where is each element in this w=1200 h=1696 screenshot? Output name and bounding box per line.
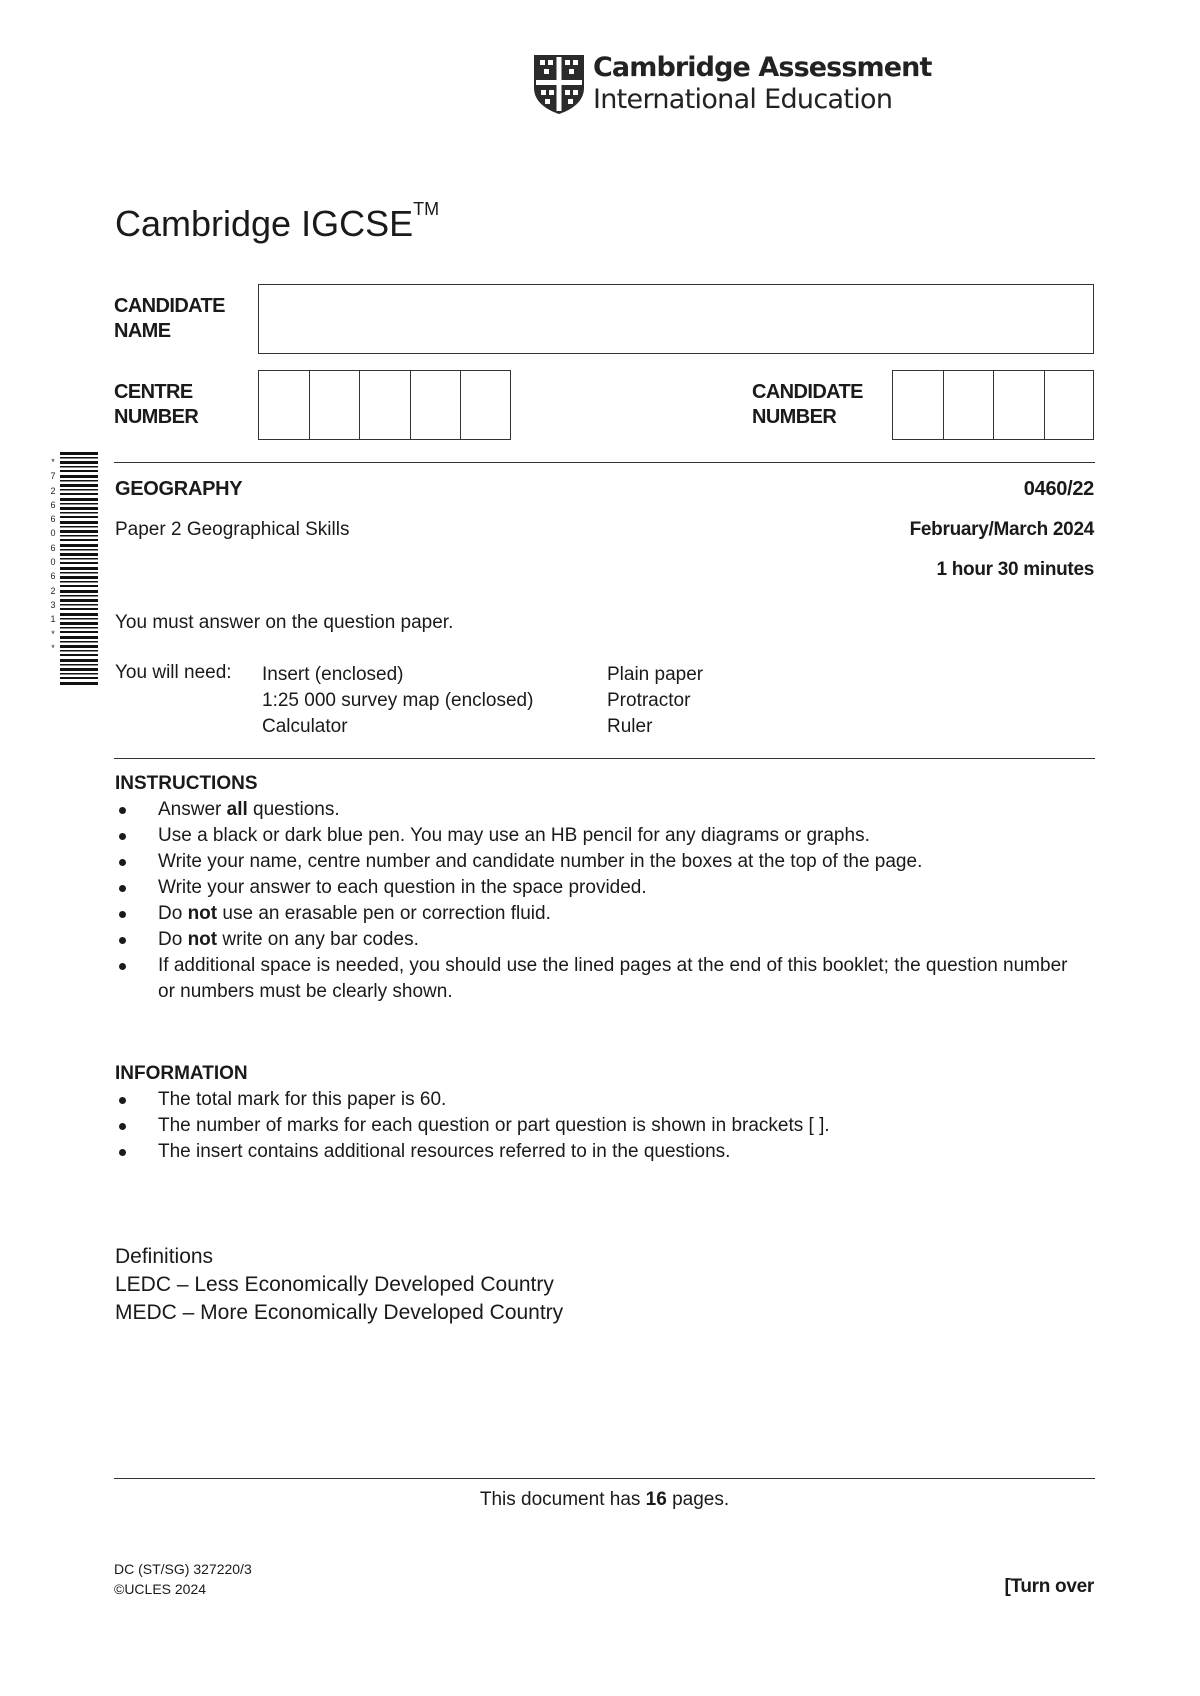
paper-code: 0460/22 xyxy=(1023,478,1094,500)
barcode-digit: 6 xyxy=(50,542,56,553)
centre-number-cell[interactable] xyxy=(461,371,510,439)
instruction-text: Write your answer to each question in the space provided. xyxy=(158,877,647,898)
divider xyxy=(114,1478,1095,1479)
need-item: Ruler xyxy=(607,716,653,737)
instruction-bold: all xyxy=(226,799,248,820)
barcode-digit: 1 xyxy=(50,614,56,625)
cambridge-logo xyxy=(531,50,932,118)
barcode-digit: 6 xyxy=(50,499,56,510)
instruction-item xyxy=(115,797,1075,823)
page-count-text: pages. xyxy=(666,1489,730,1510)
barcode-digit: 7 xyxy=(50,471,56,482)
candidate-name-label xyxy=(114,294,225,344)
need-label: You will need: xyxy=(115,662,232,683)
copyright: ©UCLES 2024 xyxy=(114,1581,207,1597)
exam-duration: 1 hour 30 minutes xyxy=(936,559,1094,580)
subject-name: GEOGRAPHY xyxy=(115,478,243,500)
label-line: NUMBER xyxy=(752,406,837,428)
candidate-name-box[interactable] xyxy=(258,284,1094,354)
definitions xyxy=(115,1243,563,1327)
instruction-text: Do xyxy=(158,903,188,924)
label-line: CANDIDATE xyxy=(114,295,225,317)
need-item: 1:25 000 survey map (enclosed) xyxy=(262,690,534,711)
logo-text-line2: International Education xyxy=(593,84,893,115)
candidate-number-box xyxy=(892,370,1094,440)
instruction-bold: not xyxy=(187,929,218,950)
document-code: DC (ST/SG) 327220/3 xyxy=(114,1561,252,1577)
need-list-col1 xyxy=(262,662,533,740)
instruction-text: Answer xyxy=(158,799,227,820)
barcode-digit: 2 xyxy=(50,585,56,596)
instructions-heading: INSTRUCTIONS xyxy=(115,773,258,794)
title-text: Cambridge IGCSE xyxy=(115,203,414,244)
centre-number-cell[interactable] xyxy=(411,371,462,439)
answer-note: You must answer on the question paper. xyxy=(115,612,454,633)
barcode-digit: 2 xyxy=(50,485,56,496)
document-reference xyxy=(114,1559,252,1599)
need-item: Calculator xyxy=(262,716,348,737)
logo-text-line1: Cambridge Assessment xyxy=(593,52,932,83)
centre-number-cell[interactable] xyxy=(259,371,310,439)
barcode-digit: 0 xyxy=(50,528,56,539)
instruction-bold: not xyxy=(187,903,218,924)
candidate-number-cell[interactable] xyxy=(893,371,944,439)
barcode-digit: 6 xyxy=(50,571,56,582)
definition-line: LEDC – Less Economically Developed Country xyxy=(115,1273,554,1296)
need-list-col2 xyxy=(607,662,703,740)
label-line: NUMBER xyxy=(114,406,199,428)
candidate-number-cell[interactable] xyxy=(994,371,1045,439)
instruction-text: write on any bar codes. xyxy=(217,929,419,950)
definitions-heading: Definitions xyxy=(115,1245,214,1268)
turn-over-note: [Turn over xyxy=(1004,1576,1094,1597)
centre-number-box xyxy=(258,370,511,440)
centre-number-cell[interactable] xyxy=(310,371,361,439)
page-title xyxy=(115,199,440,245)
paper-title: Paper 2 Geographical Skills xyxy=(115,519,350,540)
barcode-digit: * xyxy=(51,457,55,467)
instruction-text: Use a black or dark blue pen. You may use an HB pencil for any diagrams or graphs. xyxy=(158,825,870,846)
exam-session: February/March 2024 xyxy=(909,519,1094,540)
label-line: CANDIDATE xyxy=(752,381,863,403)
barcode xyxy=(49,452,99,686)
instruction-item xyxy=(115,823,1075,849)
barcode-digits xyxy=(48,455,58,655)
university-shield-icon xyxy=(531,52,587,116)
instruction-item xyxy=(115,849,1075,875)
centre-number-cell[interactable] xyxy=(360,371,411,439)
information-list xyxy=(115,1087,1075,1165)
need-item: Insert (enclosed) xyxy=(262,664,404,685)
information-item: The number of marks for each question or part question is shown in brackets [ ]. xyxy=(115,1113,1075,1139)
divider xyxy=(114,758,1095,759)
barcode-digit: 0 xyxy=(50,557,56,568)
page-count-note xyxy=(0,1489,1200,1511)
barcode-digit: 3 xyxy=(50,599,56,610)
candidate-number-cell[interactable] xyxy=(1045,371,1094,439)
barcode-digit: * xyxy=(51,628,55,639)
instruction-text: If additional space is needed, you should use the lined pages at the end of this booklet; the question number or numbers must be clearly shown. xyxy=(158,955,1068,1002)
need-item: Protractor xyxy=(607,690,691,711)
need-item: Plain paper xyxy=(607,664,704,685)
centre-number-label xyxy=(114,380,198,430)
label-line: NAME xyxy=(114,320,171,342)
candidate-number-label xyxy=(752,380,863,430)
page-count-text: This document has xyxy=(479,1489,646,1510)
instruction-item xyxy=(115,875,1075,901)
instruction-item xyxy=(115,953,1075,1005)
barcode-digit: 6 xyxy=(50,514,56,525)
trademark-mark: TM xyxy=(413,199,440,219)
candidate-number-cell[interactable] xyxy=(944,371,995,439)
instruction-text: questions. xyxy=(247,799,340,820)
instructions-list xyxy=(115,797,1075,1005)
information-item: The insert contains additional resources referred to in the questions. xyxy=(115,1139,1075,1165)
instruction-text: Write your name, centre number and candidate number in the boxes at the top of the page. xyxy=(158,851,923,872)
information-item: The total mark for this paper is 60. xyxy=(115,1087,1075,1113)
barcode-digit: * xyxy=(51,642,55,653)
instruction-text: use an erasable pen or correction fluid. xyxy=(217,903,551,924)
definition-line: MEDC – More Economically Developed Country xyxy=(115,1301,564,1324)
instruction-item xyxy=(115,927,1075,953)
divider xyxy=(114,462,1095,463)
information-heading: INFORMATION xyxy=(115,1063,248,1084)
label-line: CENTRE xyxy=(114,381,193,403)
instruction-item xyxy=(115,901,1075,927)
instruction-text: Do xyxy=(158,929,188,950)
page-count-number: 16 xyxy=(645,1489,667,1510)
